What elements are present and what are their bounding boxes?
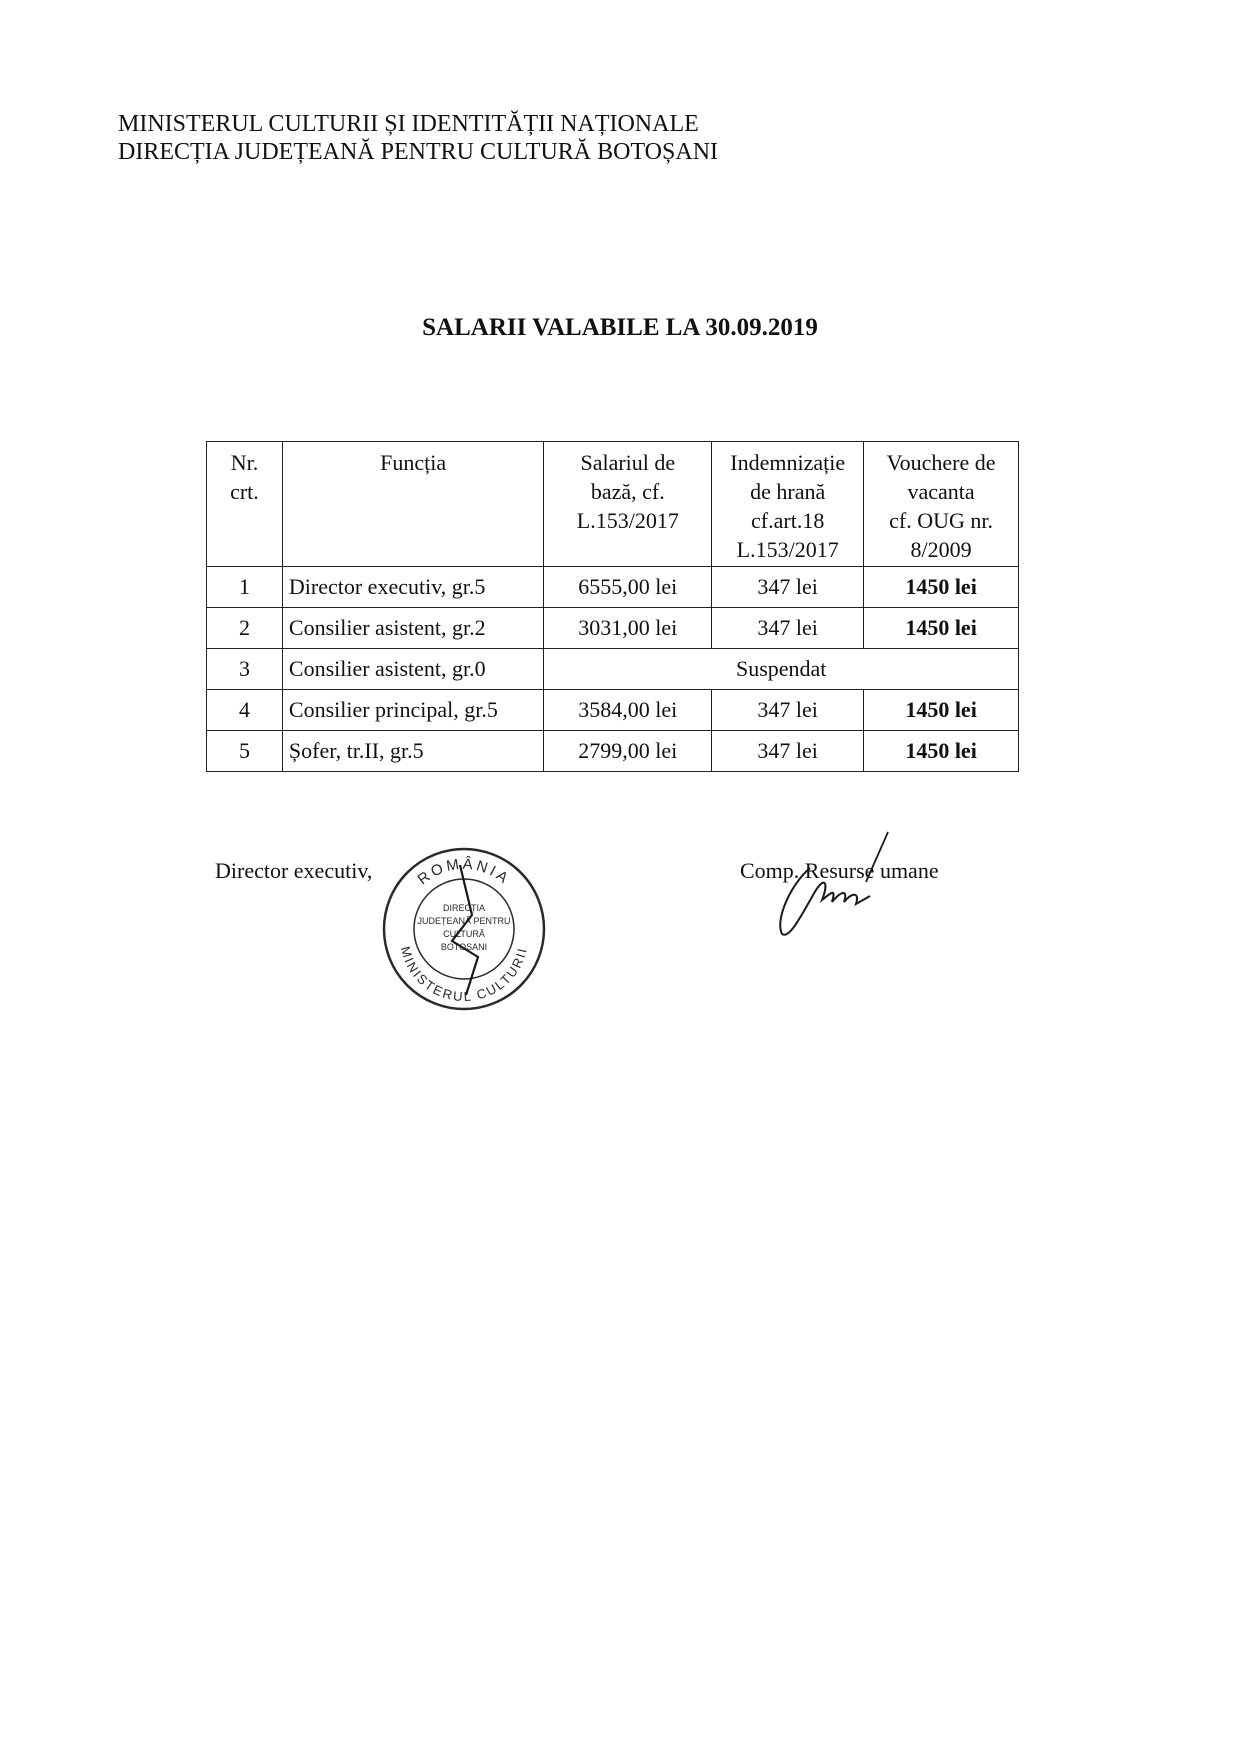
cell-indemnizatie: 347 lei [712, 608, 864, 649]
document-title: SALARII VALABILE LA 30.09.2019 [422, 314, 818, 341]
stamp-top-text: ROMÂNIA [414, 855, 514, 889]
col-header-nr: Nr. crt. [207, 442, 283, 567]
handwritten-signature [770, 830, 900, 940]
cell-indemnizatie: 347 lei [712, 567, 864, 608]
salary-table [206, 441, 1019, 772]
cell-nr: 1 [207, 567, 283, 608]
cell-indemnizatie: 347 lei [712, 731, 864, 772]
cell-nr: 2 [207, 608, 283, 649]
cell-nr: 3 [207, 649, 283, 690]
cell-vouchere: 1450 lei [864, 608, 1019, 649]
stamp-center-line: DIRECȚIA [442, 903, 486, 913]
cell-nr: 4 [207, 690, 283, 731]
stamp-center-line: BOTOȘANI [440, 942, 488, 952]
directorate-name: DIRECȚIA JUDEȚEANĂ PENTRU CULTURĂ BOTOȘANI [118, 139, 719, 165]
cell-salariu: 2799,00 lei [544, 731, 712, 772]
col-header-vouchere: Vouchere de vacanta cf. OUG nr. 8/2009 [864, 442, 1019, 567]
stamp-center-line: JUDEȚEANĂ PENTRU [417, 916, 511, 926]
col-header-indemnizatie: Indemnizație de hrană cf.art.18 L.153/2017 [712, 442, 864, 567]
cell-salariu: 6555,00 lei [544, 567, 712, 608]
col-header-functia: Funcția [282, 442, 544, 567]
table-row [207, 731, 1019, 772]
institution-header [118, 110, 718, 166]
cell-functia: Consilier principal, gr.5 [282, 690, 544, 731]
cell-nr: 5 [207, 731, 283, 772]
table-header-row [207, 442, 1019, 567]
cell-vouchere: 1450 lei [864, 731, 1019, 772]
table-row [207, 649, 1019, 690]
cell-status-suspended: Suspendat [544, 649, 1019, 690]
cell-indemnizatie: 347 lei [712, 690, 864, 731]
stamp-bottom-text: MINISTERUL CULTURII [397, 944, 531, 1005]
hr-signature-label: Comp. Resurse umane [740, 858, 939, 883]
table-row [207, 690, 1019, 731]
cell-salariu: 3031,00 lei [544, 608, 712, 649]
director-signature-label: Director executiv, [215, 858, 373, 883]
cell-salariu: 3584,00 lei [544, 690, 712, 731]
official-stamp [380, 845, 548, 1013]
col-header-salariu: Salariul de bază, cf. L.153/2017 [544, 442, 712, 567]
cell-functia: Consilier asistent, gr.0 [282, 649, 544, 690]
cell-functia: Consilier asistent, gr.2 [282, 608, 544, 649]
cell-functia: Șofer, tr.II, gr.5 [282, 731, 544, 772]
cell-functia: Director executiv, gr.5 [282, 567, 544, 608]
table-row [207, 608, 1019, 649]
stamp-center-line: CULTURĂ [443, 929, 485, 939]
ministry-name: MINISTERUL CULTURII ȘI IDENTITĂȚII NAȚIONALE [118, 111, 699, 137]
cell-vouchere: 1450 lei [864, 567, 1019, 608]
cell-vouchere: 1450 lei [864, 690, 1019, 731]
table-row [207, 567, 1019, 608]
